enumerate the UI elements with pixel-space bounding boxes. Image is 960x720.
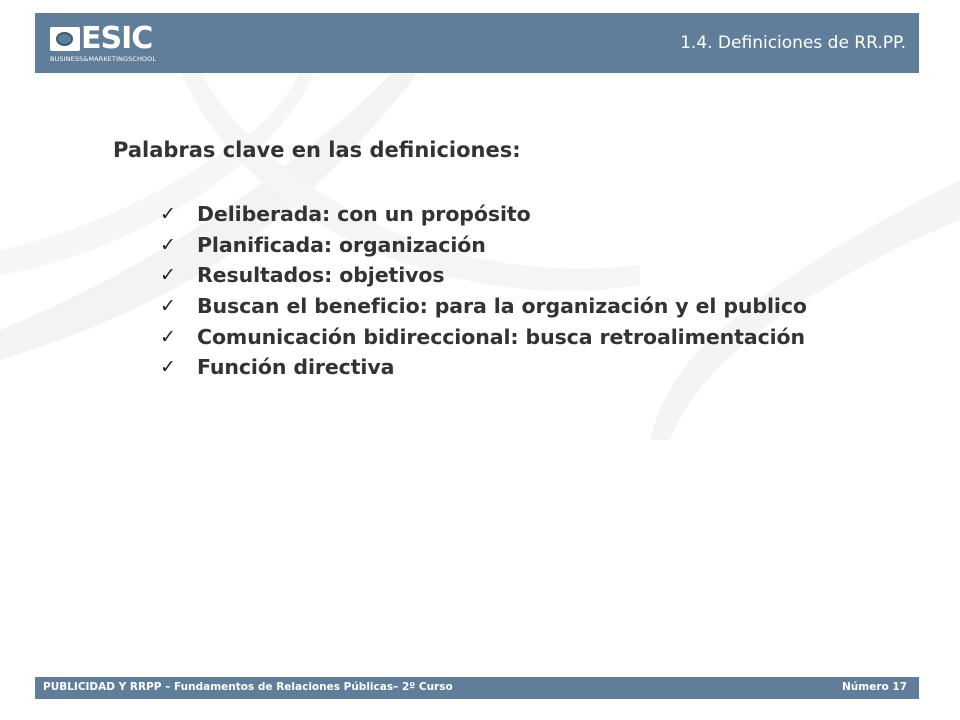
checklist-item <box>160 352 807 383</box>
footer-course-label: PUBLICIDAD Y RRPP – Fundamentos de Relaciones Públicas– 2º Curso <box>43 681 453 693</box>
checklist-item-text: Deliberada: con un propósito <box>197 202 531 227</box>
checklist-item-text: Planificada: organización <box>197 232 486 257</box>
section-title: 1.4. Definiciones de RR.PP. <box>680 33 906 53</box>
checkmark-icon: ✓ <box>160 325 176 348</box>
checklist-item-text: Buscan el beneficio: para la organización y el publico <box>197 294 807 319</box>
logo-wordmark: ESIC <box>81 21 153 56</box>
checkmark-icon: ✓ <box>160 264 176 287</box>
logo-tagline: BUSINESS&MARKETINGSCHOOL <box>50 55 157 63</box>
checklist-item-text: Función directiva <box>197 355 395 380</box>
checkmark-icon: ✓ <box>160 295 176 318</box>
checklist-item <box>160 260 807 291</box>
content-heading: Palabras clave en las definiciones: <box>113 138 521 162</box>
checklist-item <box>160 321 807 352</box>
checkmark-icon: ✓ <box>160 356 176 379</box>
checkmark-icon: ✓ <box>160 203 176 226</box>
checklist-item <box>160 291 807 322</box>
footer-bar <box>35 677 919 699</box>
checkmark-icon: ✓ <box>160 233 176 256</box>
checklist-item-text: Resultados: objetivos <box>197 263 445 288</box>
keyword-checklist <box>160 199 807 383</box>
checklist-item <box>160 230 807 261</box>
footer-page-number: Número 17 <box>842 681 907 693</box>
checklist-item-text: Comunicación bidireccional: busca retroalimentación <box>197 324 806 349</box>
checklist-item <box>160 199 807 230</box>
